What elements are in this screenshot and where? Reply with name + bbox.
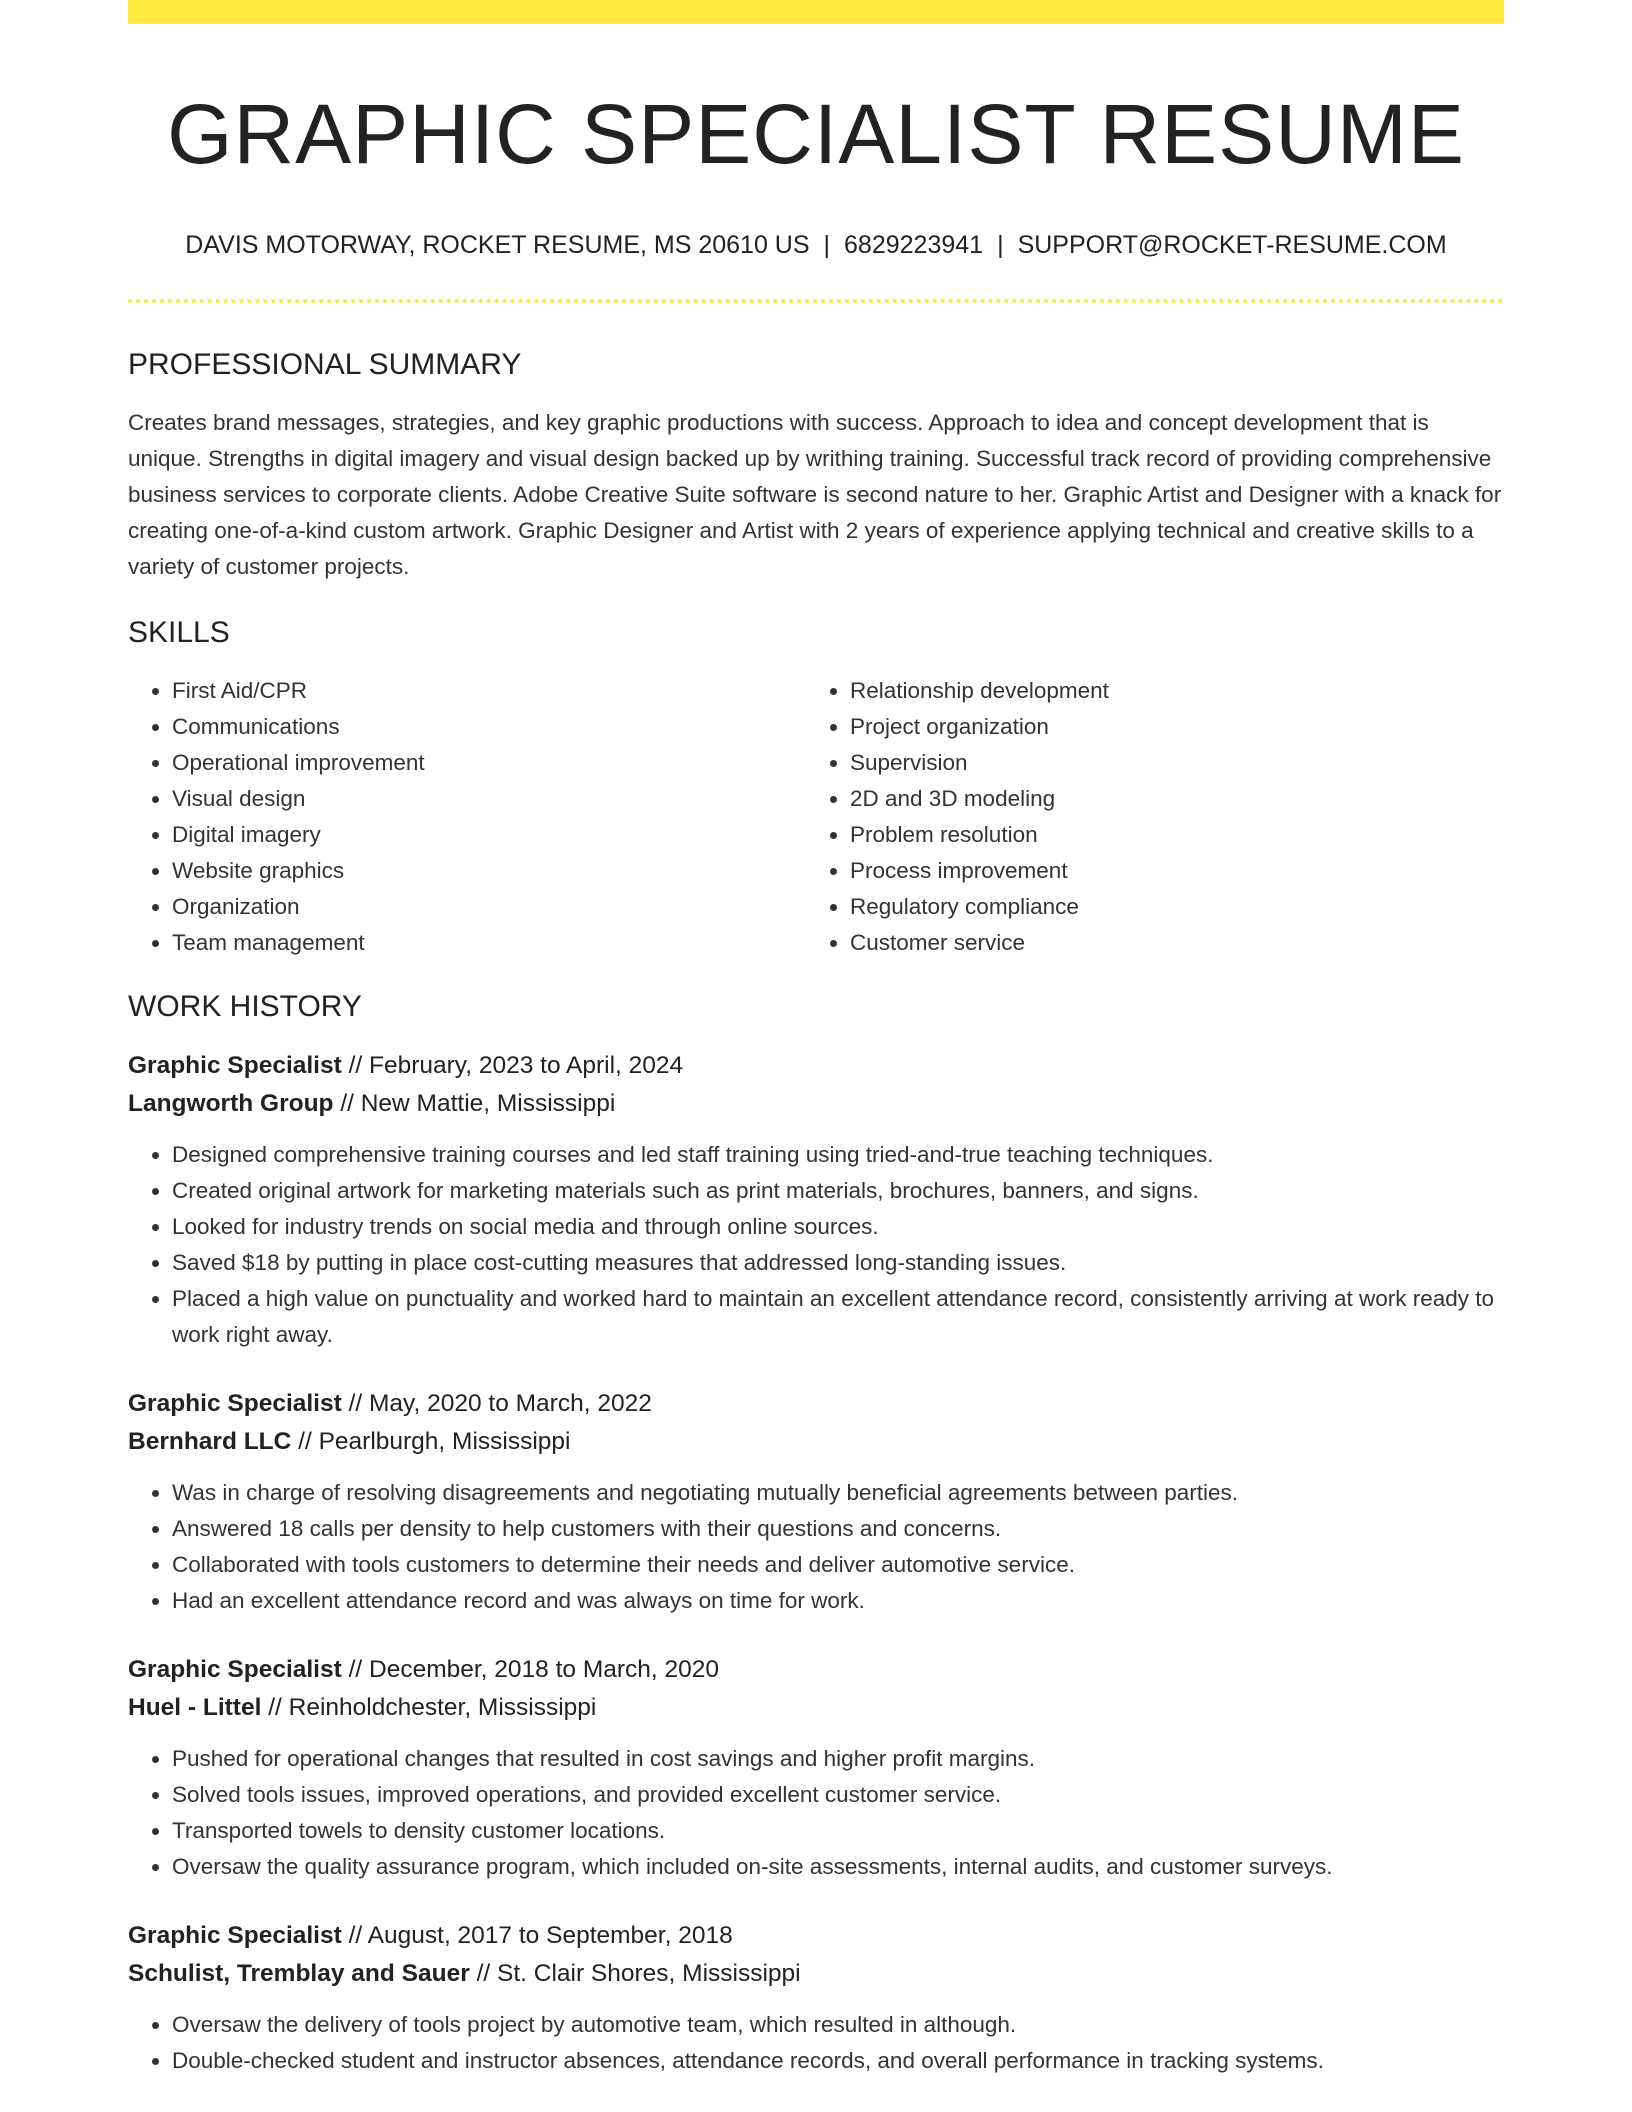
job-company: Huel - Littel <box>128 1694 262 1721</box>
job-entry <box>128 1047 1504 1353</box>
job-bullet: • Oversaw the delivery of tools project by automotive team, which resulted in although. <box>172 2007 1504 2043</box>
job-bullet: • Placed a high value on punctuality and worked hard to maintain an excellent attendance record, consistently arriving at work ready to work right away. <box>172 1281 1504 1353</box>
resume-title: GRAPHIC SPECIALIST RESUME <box>167 87 1465 181</box>
job-location: // New Mattie, Mississippi <box>340 1090 616 1117</box>
job-company-line <box>128 1085 1504 1123</box>
job-dates: // May, 2020 to March, 2022 <box>348 1390 652 1417</box>
skill-item: • Website graphics <box>172 853 806 889</box>
job-entry <box>128 1385 1504 1619</box>
work-history-heading: WORK HISTORY <box>128 990 362 1023</box>
job-bullets <box>128 1137 1504 1353</box>
skill-item: • Team management <box>172 925 806 961</box>
skill-item: • Project organization <box>850 709 1484 745</box>
job-bullets <box>128 2007 1504 2079</box>
job-company-line <box>128 1955 1504 1993</box>
job-location: // Reinholdchester, Mississippi <box>268 1694 597 1721</box>
job-bullet: • Created original artwork for marketing materials such as print materials, brochures, banners, and signs. <box>172 1173 1504 1209</box>
job-company: Bernhard LLC <box>128 1428 292 1455</box>
contact-address: DAVIS MOTORWAY, ROCKET RESUME, MS 20610 US <box>185 231 810 259</box>
job-title: Graphic Specialist <box>128 1656 342 1683</box>
job-title: Graphic Specialist <box>128 1922 342 1949</box>
job-title-line <box>128 1917 1504 1955</box>
job-title: Graphic Specialist <box>128 1052 342 1079</box>
job-company: Schulist, Tremblay and Sauer <box>128 1960 470 1987</box>
job-bullet: • Had an excellent attendance record and was always on time for work. <box>172 1583 1504 1619</box>
job-bullet: • Oversaw the quality assurance program, which included on-site assessments, internal audits, and customer surveys. <box>172 1849 1504 1885</box>
job-bullet: • Solved tools issues, improved operations, and provided excellent customer service. <box>172 1777 1504 1813</box>
dotted-divider <box>128 299 1504 303</box>
job-bullet: • Pushed for operational changes that resulted in cost savings and higher profit margins. <box>172 1741 1504 1777</box>
skill-item: • Customer service <box>850 925 1484 961</box>
job-bullets <box>128 1741 1504 1885</box>
job-company: Langworth Group <box>128 1090 334 1117</box>
contact-line <box>128 228 1504 262</box>
skill-item: • 2D and 3D modeling <box>850 781 1484 817</box>
skill-item: • Digital imagery <box>172 817 806 853</box>
job-bullet: • Double-checked student and instructor absences, attendance records, and overall performance in tracking systems. <box>172 2043 1504 2079</box>
job-bullet: • Saved $18 by putting in place cost-cutting measures that addressed long-standing issues. <box>172 1245 1504 1281</box>
job-bullets <box>128 1475 1504 1619</box>
resume-page <box>128 0 1504 2079</box>
job-company-line <box>128 1689 1504 1727</box>
skill-item: • Operational improvement <box>172 745 806 781</box>
job-entry <box>128 1651 1504 1885</box>
job-title: Graphic Specialist <box>128 1390 342 1417</box>
job-bullet: • Looked for industry trends on social media and through online sources. <box>172 1209 1504 1245</box>
job-title-line <box>128 1047 1504 1085</box>
job-company-line <box>128 1423 1504 1461</box>
job-dates: // August, 2017 to September, 2018 <box>348 1922 733 1949</box>
contact-phone: 6829223941 <box>844 231 984 259</box>
skill-item: • First Aid/CPR <box>172 673 806 709</box>
job-title-line <box>128 1385 1504 1423</box>
accent-bar <box>128 0 1504 24</box>
contact-separator: | <box>823 231 831 259</box>
skills-column-left <box>128 673 806 961</box>
skill-item: • Organization <box>172 889 806 925</box>
skills-heading: SKILLS <box>128 616 230 649</box>
job-location: // St. Clair Shores, Mississippi <box>476 1960 801 1987</box>
job-bullet: • Designed comprehensive training courses and led staff training using tried-and-true teaching techniques. <box>172 1137 1504 1173</box>
skill-item: • Regulatory compliance <box>850 889 1484 925</box>
skill-item: • Process improvement <box>850 853 1484 889</box>
skill-item: • Problem resolution <box>850 817 1484 853</box>
job-location: // Pearlburgh, Mississippi <box>298 1428 571 1455</box>
job-bullet: • Answered 18 calls per density to help customers with their questions and concerns. <box>172 1511 1504 1547</box>
summary-text: Creates brand messages, strategies, and key graphic productions with success. Approach to idea and concept development that is unique. Strengths in digital imagery and visual design backed up by writhing training. Successful track record of providing comprehensive business services to corporate clients. Adobe Creative Suite software is second nature to her. Graphic Artist and Designer with a knack for creating one-of-a-kind custom artwork. Graphic Designer and Artist with 2 years of experience applying technical and creative skills to a variety of customer projects. <box>128 410 1502 579</box>
job-bullet: • Transported towels to density customer locations. <box>172 1813 1504 1849</box>
job-dates: // February, 2023 to April, 2024 <box>348 1052 684 1079</box>
skills-list <box>128 673 1504 961</box>
job-bullet: • Collaborated with tools customers to determine their needs and deliver automotive service. <box>172 1547 1504 1583</box>
contact-separator: | <box>997 231 1004 259</box>
job-bullet: • Was in charge of resolving disagreements and negotiating mutually beneficial agreements between parties. <box>172 1475 1504 1511</box>
job-entry <box>128 1917 1504 2079</box>
skill-item: • Communications <box>172 709 806 745</box>
job-title-line <box>128 1651 1504 1689</box>
skill-item: • Supervision <box>850 745 1484 781</box>
skills-column-right <box>806 673 1484 961</box>
contact-email: SUPPORT@ROCKET-RESUME.COM <box>1017 231 1447 259</box>
job-dates: // December, 2018 to March, 2020 <box>348 1656 720 1683</box>
skill-item: • Visual design <box>172 781 806 817</box>
skill-item: • Relationship development <box>850 673 1484 709</box>
summary-heading: PROFESSIONAL SUMMARY <box>128 348 522 381</box>
